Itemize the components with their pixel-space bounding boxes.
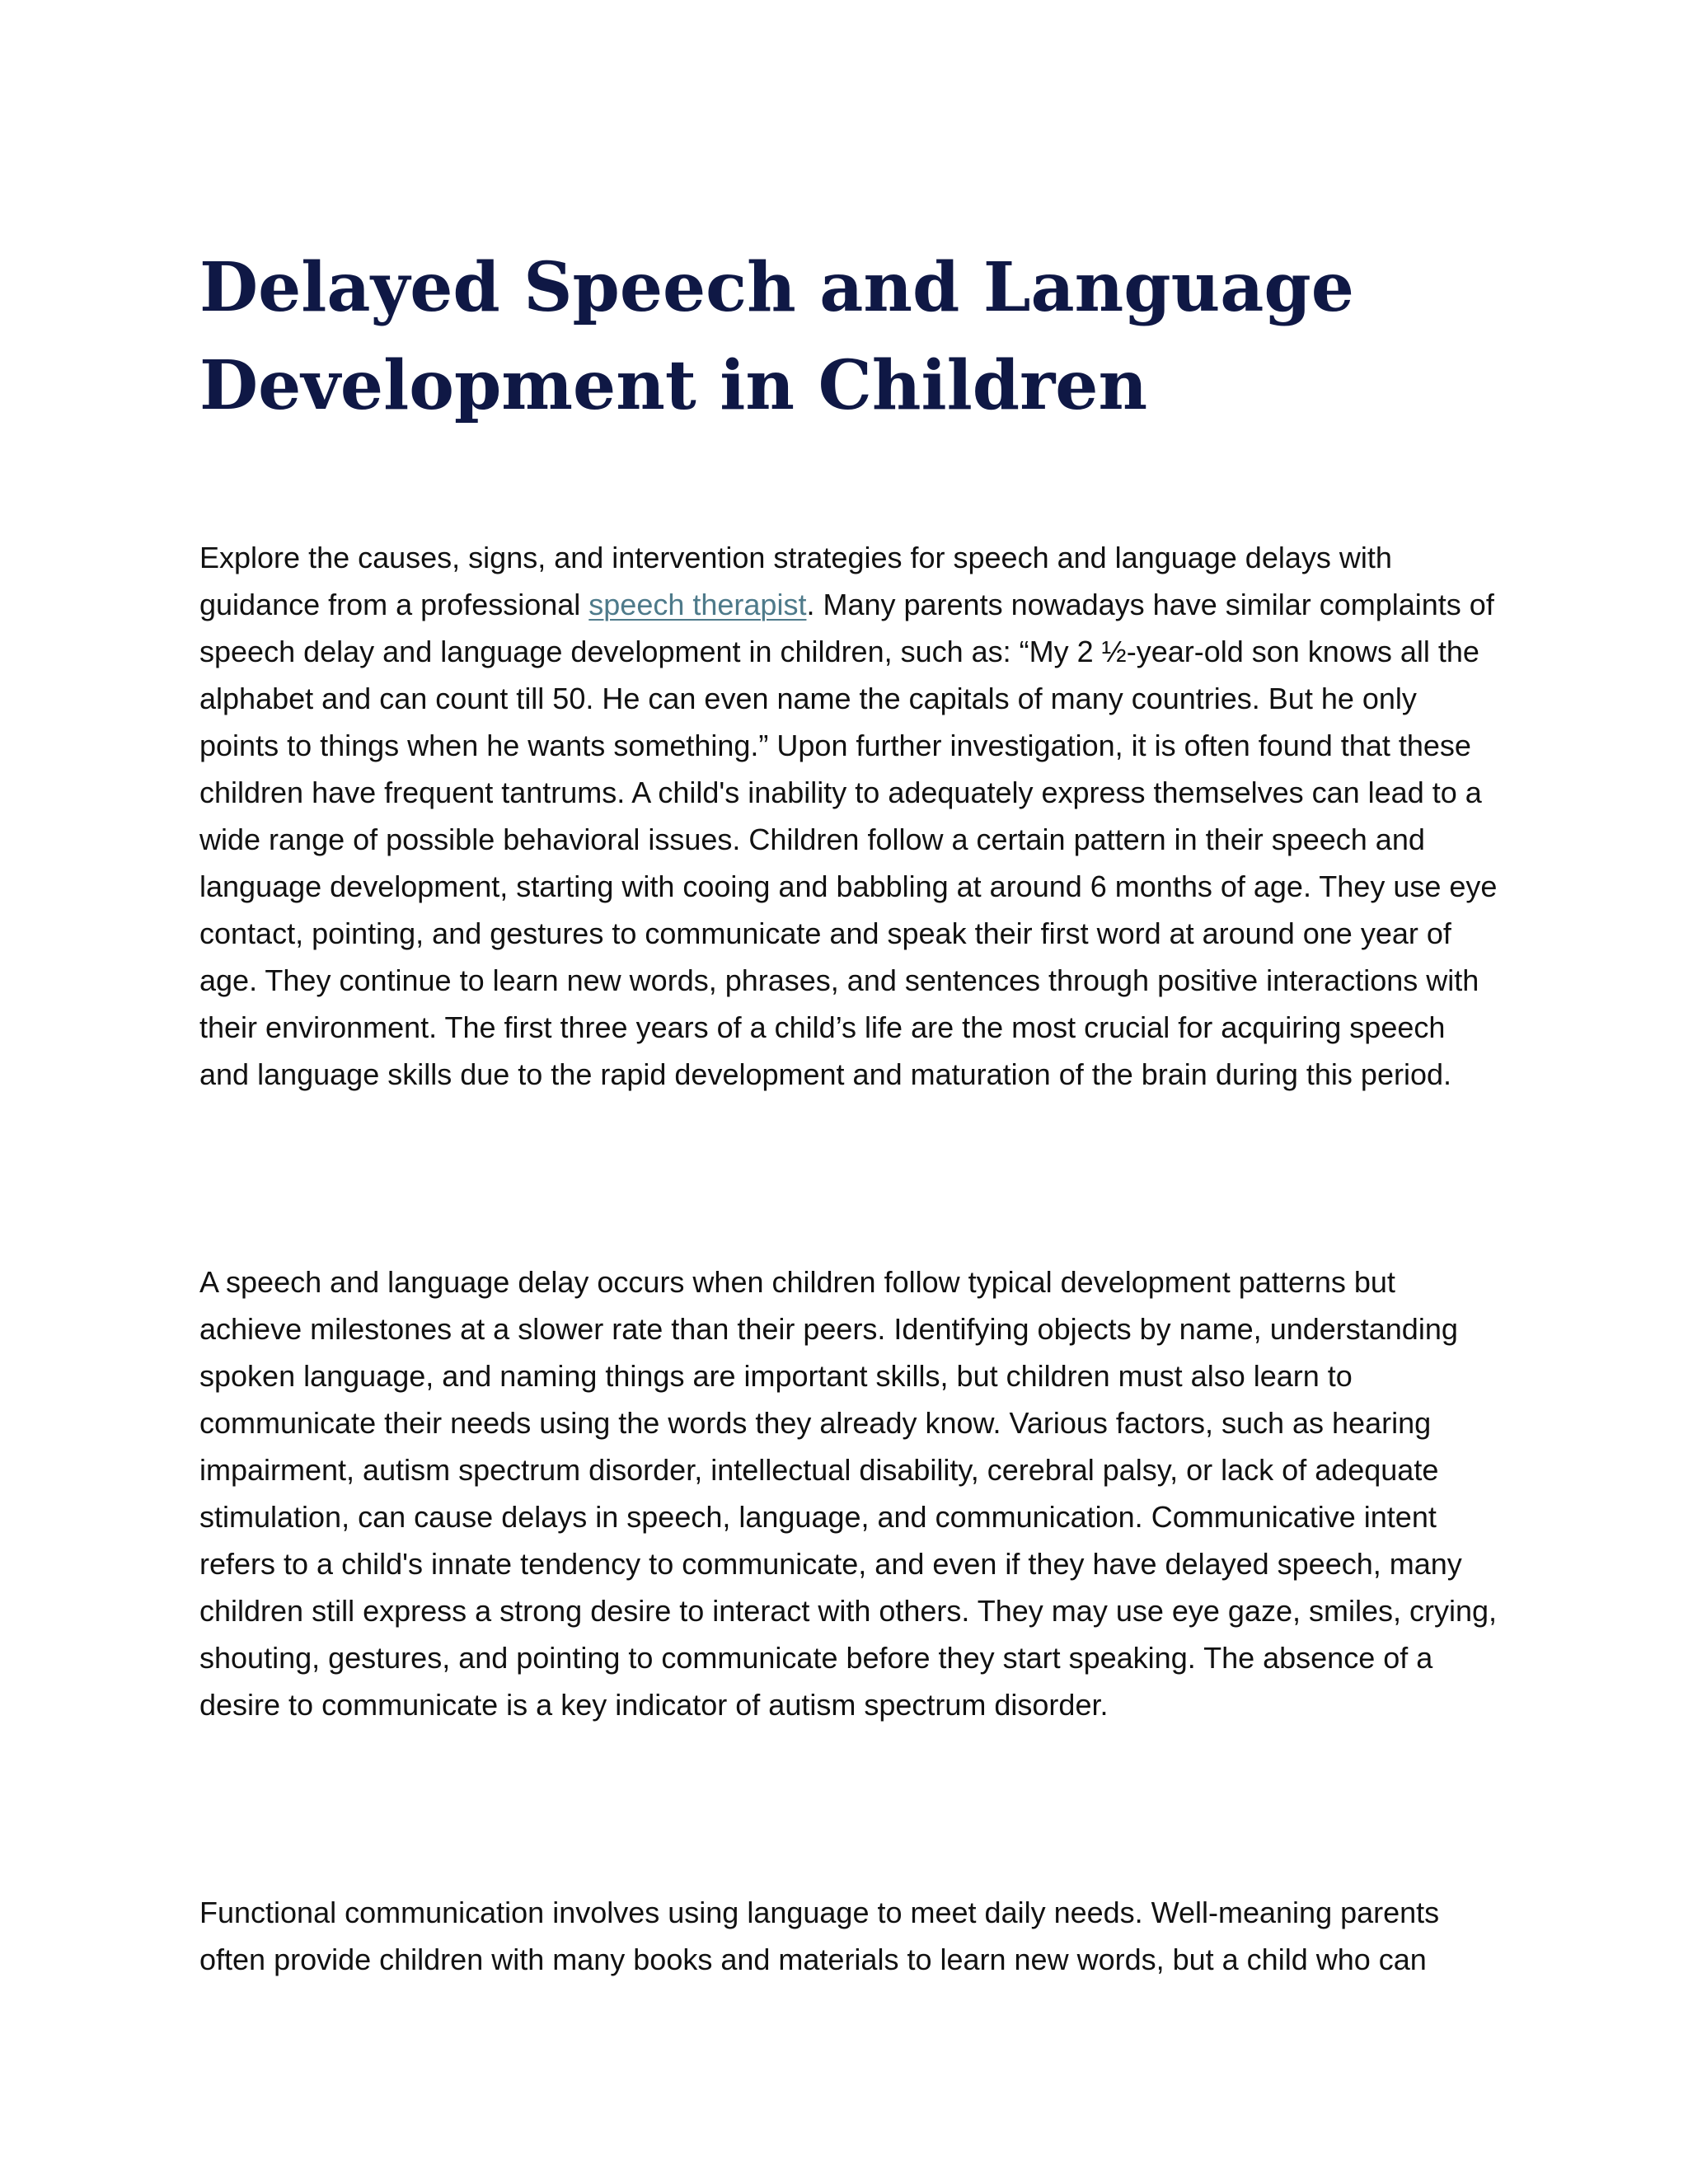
paragraph-functional-communication: Functional communication involves using language to meet daily needs. Well-meaning parents often provide children with many books and materials to learn new words, but a child who can bbox=[199, 1896, 1440, 1976]
paragraph-intro-text-start: Explore the causes, signs, and intervention strategies for speech and language delays with guidance from a professional bbox=[199, 541, 1392, 621]
paragraph-intro bbox=[199, 534, 1502, 1098]
paragraph-intro-text-end: . Many parents nowadays have similar complaints of speech delay and language development in children, such as: “My 2 ½-year-old son knows all the alphabet and can count till 50. He can even name the capitals of many countries. But he only points to things when he wants something.” Upon further investigation, it is often found that these children have frequent tantrums. A child's inability to adequately express themselves can lead to a wide range of possible behavioral issues. Children follow a certain pattern in their speech and language development, starting with cooing and babbling at around 6 months of age. They use eye contact, pointing, and gestures to communicate and speak their first word at around one year of age. They continue to learn new words, phrases, and sentences through positive interactions with their environment. The first three years of a child’s life are the most crucial for acquiring speech and language skills due to the rapid development and maturation of the brain during this period. bbox=[199, 588, 1498, 1091]
speech-therapist-link[interactable]: speech therapist bbox=[588, 588, 807, 621]
paragraph-speech-delay: A speech and language delay occurs when children follow typical development patterns but achieve milestones at a slower rate than their peers. Identifying objects by name, understanding spoken language, and naming things are important skills, but children must also learn to communicate their needs using the words they already know. Various factors, such as hearing impairment, autism spectrum disorder, intellectual disability, cerebral palsy, or lack of adequate stimulation, can cause delays in speech, language, and communication. Communicative intent refers to a child's innate tendency to communicate, and even if they have delayed speech, many children still express a strong desire to interact with others. They may use eye gaze, smiles, crying, shouting, gestures, and pointing to communicate before they start speaking. The absence of a desire to communicate is a key indicator of autism spectrum disorder. bbox=[199, 1265, 1498, 1722]
document-title: Delayed Speech and Language Development in Children bbox=[199, 248, 1354, 425]
